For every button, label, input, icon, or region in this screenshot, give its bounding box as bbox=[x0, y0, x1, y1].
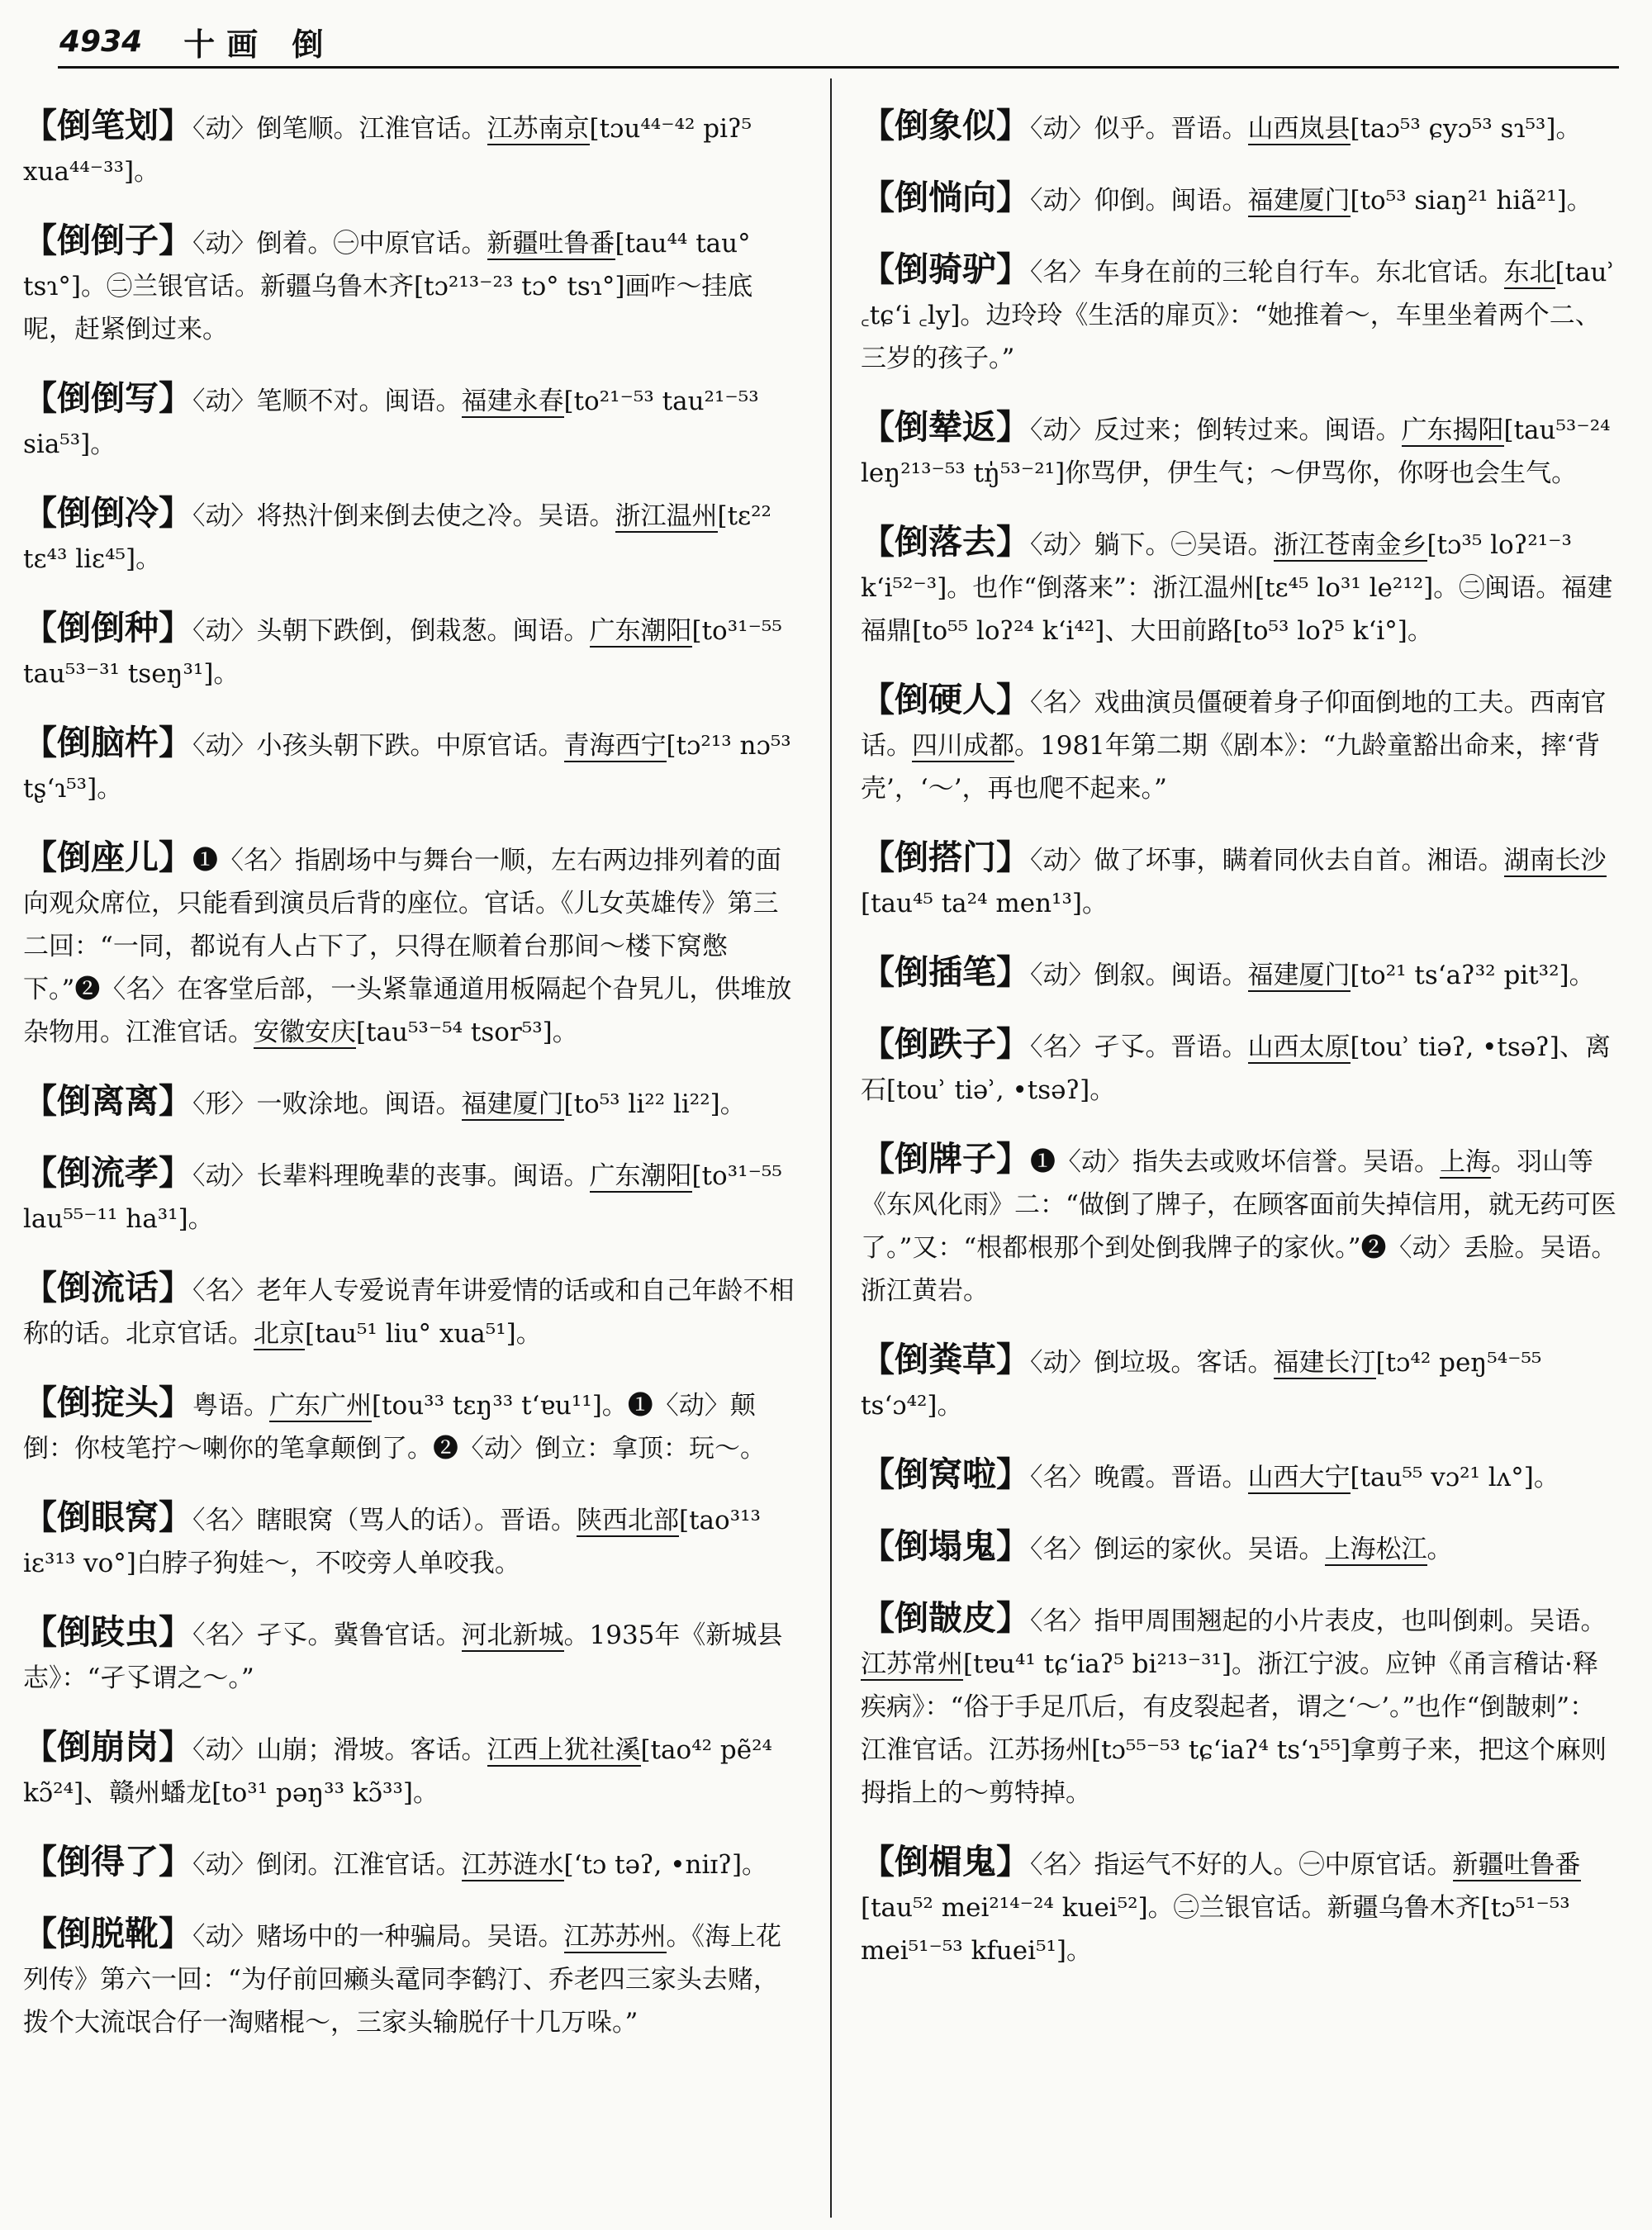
entry-headword: 【倒掟头】 bbox=[23, 1383, 192, 1422]
entry-headword: 【倒跂虫】 bbox=[23, 1612, 192, 1652]
entry-pronunciation: [tao⁴² pẽ²⁴ kɔ̃²⁴]、赣州蟠龙[to³¹ pəŋ³³ kɔ̃³³]。 bbox=[23, 1735, 772, 1808]
entry-definition: 粤语。 bbox=[192, 1391, 269, 1421]
entry-definition: 〈动〉倒垃圾。客话。 bbox=[1030, 1348, 1274, 1378]
dictionary-entry bbox=[861, 1137, 1621, 1312]
entry-definition: 〈动〉倒叙。闽语。 bbox=[1030, 961, 1248, 990]
entry-definition: 〈名〉孑孓。冀鲁官话。 bbox=[192, 1620, 462, 1650]
entry-headword: 【倒倒种】 bbox=[23, 608, 192, 648]
entry-definition: 〈动〉赌场中的一种骗局。吴语。 bbox=[192, 1922, 564, 1952]
entry-pronunciation: [to³¹⁻⁵⁵ tau⁵³⁻³¹ tseŋ³¹]。 bbox=[23, 616, 782, 689]
entry-place: 山西岚县 bbox=[1247, 114, 1351, 144]
entry-place: 福建厦门 bbox=[461, 1089, 564, 1119]
dictionary-entry bbox=[861, 1022, 1621, 1112]
entry-pronunciation: 。1935年《新城县志》：“孑孓谓之～。” bbox=[23, 1620, 783, 1693]
dictionary-entry bbox=[861, 176, 1621, 222]
entry-place: 福建厦门 bbox=[1247, 186, 1351, 216]
dictionary-entry bbox=[23, 1725, 804, 1815]
dictionary-entry bbox=[861, 104, 1621, 150]
entry-pronunciation: [tau⁵² mei²¹⁴⁻²⁴ kuei⁵²]。㊁兰银官话。新疆乌鲁木齐[tɔ⁵¹⁻⁵³ mei⁵¹⁻⁵³ kfuei⁵¹]。 bbox=[861, 1893, 1570, 1966]
entry-pronunciation: 。 bbox=[1427, 1535, 1453, 1564]
entry-place: 福建长汀 bbox=[1273, 1348, 1376, 1378]
entry-pronunciation: [to⁵³ li²² li²²]。 bbox=[563, 1089, 746, 1119]
entry-place: 上海松江 bbox=[1324, 1535, 1427, 1564]
entry-definition: 〈名〉倒运的家伙。吴语。 bbox=[1030, 1535, 1325, 1564]
entry-headword: 【倒牌子】 bbox=[861, 1139, 1030, 1179]
entry-pronunciation: [tɔ⁴² peŋ⁵⁴⁻⁵⁵ tsʻɔ⁴²]。 bbox=[861, 1348, 1542, 1421]
entry-definition: 〈名〉指甲周围翘起的小片表皮，也叫倒刺。吴语。 bbox=[1030, 1606, 1607, 1636]
dictionary-entry bbox=[861, 1525, 1621, 1571]
entry-definition: 〈动〉倒笔顺。江淮官话。 bbox=[192, 114, 487, 144]
entry-headword: 【倒楣鬼】 bbox=[861, 1842, 1030, 1881]
dictionary-entry bbox=[23, 1840, 804, 1886]
dictionary-entry bbox=[23, 1266, 804, 1355]
entry-headword: 【倒脑杵】 bbox=[23, 723, 192, 762]
entry-place: 山西太原 bbox=[1247, 1032, 1351, 1062]
entry-place: 浙江温州 bbox=[615, 501, 718, 531]
dictionary-entry bbox=[23, 219, 804, 351]
entry-pronunciation: 。《海上花列传》第六一回：“为仔前回癞头鼋同李鹤汀、乔老四三家头去赌，拨个大流氓合仔一淘赌棍～，三家头输脱仔十几万哚。” bbox=[23, 1922, 781, 2038]
entry-pronunciation: [tɐu⁴¹ tɕʻiaʔ⁵ bi²¹³⁻³¹]。浙江宁波。应钟《甬言稽诂·释疾病》：“俗于手足爪后，有皮裂起者，谓之‘～’。”也作“倒皵刺”：江淮官话。江苏扬州[tɔ⁵⁵⁻⁵³ tɕʻiaʔ⁴ tsʻɿ⁵⁵]拿剪子来，把这个麻则拇指上的～剪特掉。 bbox=[861, 1649, 1607, 1808]
entry-definition: 〈名〉瞎眼窝（骂人的话）。晋语。 bbox=[192, 1506, 577, 1535]
page-header bbox=[59, 15, 1612, 68]
entry-pronunciation: [tɔ³⁵ loʔ²¹⁻³ kʻi⁵²⁻³]。也作“倒落来”：浙江温州[tɛ⁴⁵ lo³¹ le²¹²]。㊁闽语。福建福鼎[to⁵⁵ loʔ²⁴ kʻi⁴²]、大田前路[to⁵³ loʔ⁵ kʻi°]。 bbox=[861, 530, 1613, 646]
entry-pronunciation: [tau⁴⁴ tau° tsɿ°]。㊁兰银官话。新疆乌鲁木齐[tɔ²¹³⁻²³ tɔ° tsɿ°]画咋～挂底呢，赶紧倒过来。 bbox=[23, 229, 753, 344]
dictionary-entry bbox=[861, 1453, 1621, 1499]
entry-definition: 〈动〉似乎。晋语。 bbox=[1030, 114, 1248, 144]
entry-place: 广东潮阳 bbox=[589, 1161, 692, 1191]
entry-headword: 【倒窝啦】 bbox=[861, 1454, 1030, 1494]
dictionary-entry bbox=[23, 1912, 804, 2044]
entry-place: 江苏涟水 bbox=[461, 1850, 564, 1880]
entry-pronunciation: [ʻtɔ təʔ, •niɪʔ]。 bbox=[563, 1850, 768, 1880]
dictionary-entry bbox=[861, 678, 1621, 810]
entry-place: 北京 bbox=[254, 1319, 305, 1349]
entry-place: 陕西北部 bbox=[577, 1506, 679, 1535]
entry-place: 安徽安庆 bbox=[254, 1018, 356, 1047]
entry-definition: 〈名〉指运气不好的人。㊀中原官话。 bbox=[1030, 1850, 1453, 1880]
page-number: 4934 bbox=[59, 24, 143, 59]
entry-place: 上海 bbox=[1440, 1147, 1491, 1177]
entry-headword: 【倒皵皮】 bbox=[861, 1598, 1030, 1638]
entry-headword: 【倒倒冷】 bbox=[23, 493, 192, 533]
entry-headword: 【倒眼窝】 bbox=[23, 1497, 192, 1537]
entry-definition: 〈动〉将热汁倒来倒去使之冷。吴语。 bbox=[192, 501, 615, 531]
dictionary-entry bbox=[861, 836, 1621, 925]
entry-definition: 〈动〉山崩；滑坡。客话。 bbox=[192, 1735, 487, 1765]
entry-pronunciation: [to³¹⁻⁵⁵ lau⁵⁵⁻¹¹ ha³¹]。 bbox=[23, 1161, 782, 1234]
entry-headword: 【倒粪草】 bbox=[861, 1340, 1030, 1379]
entry-headword: 【倒惝向】 bbox=[861, 178, 1030, 217]
dictionary-entry bbox=[23, 836, 804, 1054]
dictionary-entry bbox=[861, 1597, 1621, 1815]
entry-definition: 〈动〉头朝下跌倒，倒栽葱。闽语。 bbox=[192, 616, 590, 646]
entry-definition: 〈动〉做了坏事，瞒着同伙去自首。湘语。 bbox=[1030, 846, 1504, 875]
entry-definition: 〈动〉仰倒。闽语。 bbox=[1030, 186, 1248, 216]
entry-headword: 【倒辇返】 bbox=[861, 407, 1030, 447]
entry-headword: 【倒跌子】 bbox=[861, 1024, 1030, 1064]
entry-definition: 〈形〉一败涂地。闽语。 bbox=[192, 1089, 462, 1119]
section-title: 十画 倒 bbox=[183, 25, 335, 63]
left-column bbox=[23, 78, 804, 2218]
entry-pronunciation: [tau⁵⁵ vɔ²¹ lʌ°]。 bbox=[1350, 1463, 1559, 1492]
entry-place: 湖南长沙 bbox=[1503, 846, 1607, 875]
dictionary-entry bbox=[23, 1611, 804, 1700]
entry-place: 广东潮阳 bbox=[589, 616, 692, 646]
entry-definition: 〈名〉戏曲演员僵硬着身子仰面倒地的工夫。西南官话。 bbox=[861, 688, 1607, 761]
entry-definition: 〈动〉笔顺不对。闽语。 bbox=[192, 387, 462, 416]
entry-definition: 〈动〉反过来；倒转过来。闽语。 bbox=[1030, 415, 1402, 445]
dictionary-entry bbox=[861, 1338, 1621, 1427]
entry-place: 东北 bbox=[1503, 258, 1555, 287]
entry-place: 广东揭阳 bbox=[1401, 415, 1504, 445]
entry-headword: 【倒流孝】 bbox=[23, 1153, 192, 1193]
entry-place: 河北新城 bbox=[461, 1620, 564, 1650]
entry-place: 福建厦门 bbox=[1247, 961, 1351, 990]
entry-definition: 〈动〉小孩头朝下跌。中原官话。 bbox=[192, 731, 564, 761]
entry-definition: ❶〈动〉指失去或败坏信誉。吴语。 bbox=[1030, 1147, 1440, 1177]
dictionary-entry bbox=[23, 1381, 804, 1470]
entry-headword: 【倒得了】 bbox=[23, 1842, 192, 1881]
entry-place: 江苏常州 bbox=[861, 1649, 963, 1679]
dictionary-entry bbox=[861, 1840, 1621, 1972]
entry-place: 山西大宁 bbox=[1247, 1463, 1351, 1492]
entry-headword: 【倒脱靴】 bbox=[23, 1914, 192, 1953]
entry-pronunciation: [tou³³ tɛŋ³³ tʻɐu¹¹]。❶〈动〉颠倒：你枝笔拧～喇你的笔拿颠倒了。❷〈动〉倒立：拿顶：玩～。 bbox=[23, 1391, 766, 1464]
entry-place: 广东广州 bbox=[269, 1391, 372, 1421]
entry-place: 江苏南京 bbox=[487, 114, 590, 144]
dictionary-entry bbox=[861, 951, 1621, 997]
entry-headword: 【倒插笔】 bbox=[861, 952, 1030, 992]
entry-definition: 〈名〉车身在前的三轮自行车。东北官话。 bbox=[1030, 258, 1504, 287]
entry-headword: 【倒硬人】 bbox=[861, 680, 1030, 719]
entry-place: 新疆吐鲁番 bbox=[1452, 1850, 1581, 1880]
entry-headword: 【倒笔划】 bbox=[23, 106, 192, 145]
entry-place: 浙江苍南金乡 bbox=[1273, 530, 1427, 560]
entry-place: 新疆吐鲁番 bbox=[487, 229, 615, 259]
column-divider bbox=[830, 78, 832, 2218]
entry-pronunciation: [tɛ²² tɛ⁴³ liɛ⁴⁵]。 bbox=[23, 501, 771, 574]
entry-pronunciation: [tao³¹³ iɛ³¹³ vo°]白脖子狗娃～，不咬旁人单咬我。 bbox=[23, 1506, 761, 1578]
entry-definition: 〈动〉躺下。㊀吴语。 bbox=[1030, 530, 1274, 560]
entry-pronunciation: [to⁵³ siaŋ²¹ hiã²¹]。 bbox=[1350, 186, 1593, 216]
dictionary-entry bbox=[23, 1151, 804, 1241]
entry-headword: 【倒座儿】 bbox=[23, 837, 192, 877]
dictionary-entry bbox=[23, 491, 804, 581]
dictionary-entry bbox=[23, 1496, 804, 1585]
entry-pronunciation: [tau⁴⁵ ta²⁴ men¹³]。 bbox=[861, 889, 1108, 918]
entry-headword: 【倒离离】 bbox=[23, 1081, 192, 1121]
entry-pronunciation: 。1981年第二期《剧本》：“九龄童豁出命来，摔‘背壳’，‘～’，再也爬不起来。” bbox=[861, 731, 1601, 804]
dictionary-entry bbox=[23, 721, 804, 810]
entry-definition: 〈名〉晚霞。晋语。 bbox=[1030, 1463, 1248, 1492]
entry-pronunciation: [tauʾ ꜀tɕʻi ꜀ly]。边玲玲《生活的扉页》：“她推着～，车里坐着两个二、三岁的孩子。” bbox=[861, 258, 1616, 373]
dictionary-entry bbox=[861, 248, 1621, 380]
entry-headword: 【倒骑驴】 bbox=[861, 249, 1030, 289]
dictionary-entry bbox=[23, 377, 804, 466]
entry-headword: 【倒倒子】 bbox=[23, 221, 192, 260]
entry-pronunciation: 。羽山等《东风化雨》二：“做倒了牌子，在顾客面前失掉信用，就无药可医了。”又：“根都根那个到处倒我牌子的家伙。”❷〈动〉丢脸。吴语。浙江黄岩。 bbox=[861, 1147, 1617, 1306]
entry-pronunciation: [touʾ tiəʔ, •tsəʔ]、离石[touʾ tiəʾ, •tsəʔ]。 bbox=[861, 1032, 1611, 1105]
entry-definition: 〈名〉老年人专爱说青年讲爱情的话或和自己年龄不相称的话。北京官话。 bbox=[23, 1276, 795, 1349]
entry-pronunciation: [to²¹ tsʻaʔ³² pit³²]。 bbox=[1350, 961, 1595, 990]
entry-headword: 【倒搭门】 bbox=[861, 837, 1030, 877]
dictionary-entry bbox=[861, 520, 1621, 652]
entry-pronunciation: [tau⁵³⁻⁵⁴ tsor⁵³]。 bbox=[356, 1018, 578, 1047]
entry-headword: 【倒流话】 bbox=[23, 1268, 192, 1307]
entry-place: 福建永春 bbox=[461, 387, 564, 416]
entry-pronunciation: [tɔu⁴⁴⁻⁴² piʔ⁵ xua⁴⁴⁻³³]。 bbox=[23, 114, 752, 187]
dictionary-entry bbox=[23, 1079, 804, 1126]
dictionary-entry bbox=[23, 104, 804, 193]
dictionary-entry bbox=[23, 606, 804, 695]
entry-pronunciation: [to²¹⁻⁵³ tau²¹⁻⁵³ sia⁵³]。 bbox=[23, 387, 759, 459]
entry-headword: 【倒崩岗】 bbox=[23, 1727, 192, 1767]
entry-headword: 【倒塌鬼】 bbox=[861, 1526, 1030, 1566]
entry-place: 江苏苏州 bbox=[563, 1922, 667, 1952]
entry-pronunciation: [taɔ⁵³ ɕyɔ⁵³ sɿ⁵³]。 bbox=[1350, 114, 1582, 144]
header-rule bbox=[58, 66, 1619, 69]
entry-pronunciation: [tɔ²¹³ nɔ⁵³ tʂʻɿ⁵³]。 bbox=[23, 731, 791, 804]
entry-place: 青海西宁 bbox=[563, 731, 667, 761]
entry-pronunciation: [tau⁵¹ liu° xua⁵¹]。 bbox=[305, 1319, 542, 1349]
entry-definition: 〈动〉长辈料理晚辈的丧事。闽语。 bbox=[192, 1161, 590, 1191]
entry-definition: ❶〈名〉指剧场中与舞台一顺，左右两边排列着的面向观众席位，只能看到演员后背的座位。官话。《儿女英雄传》第三二回：“一同，都说有人占下了，只得在顺着台那间～楼下窝憋下。”❷〈名〉在客堂后部，一头紧靠通道用板隔起个旮旯儿，供堆放杂物用。江淮官话。 bbox=[23, 846, 792, 1047]
right-column bbox=[861, 78, 1621, 2218]
entry-headword: 【倒落去】 bbox=[861, 522, 1030, 562]
entry-place: 四川成都 bbox=[912, 731, 1014, 761]
entry-definition: 〈动〉倒闭。江淮官话。 bbox=[192, 1850, 462, 1880]
entry-definition: 〈动〉倒着。㊀中原官话。 bbox=[192, 229, 487, 259]
entry-headword: 【倒倒写】 bbox=[23, 378, 192, 418]
dictionary-entry bbox=[861, 406, 1621, 495]
entry-definition: 〈名〉孑孓。晋语。 bbox=[1030, 1032, 1248, 1062]
entry-place: 江西上犹社溪 bbox=[487, 1735, 641, 1765]
entry-headword: 【倒象似】 bbox=[861, 106, 1030, 145]
entry-pronunciation: [tau⁵³⁻²⁴ leŋ²¹³⁻⁵³ tŋ̍⁵³⁻²¹]你骂伊，伊生气；～伊骂你，你呀也会生气。 bbox=[861, 415, 1611, 488]
